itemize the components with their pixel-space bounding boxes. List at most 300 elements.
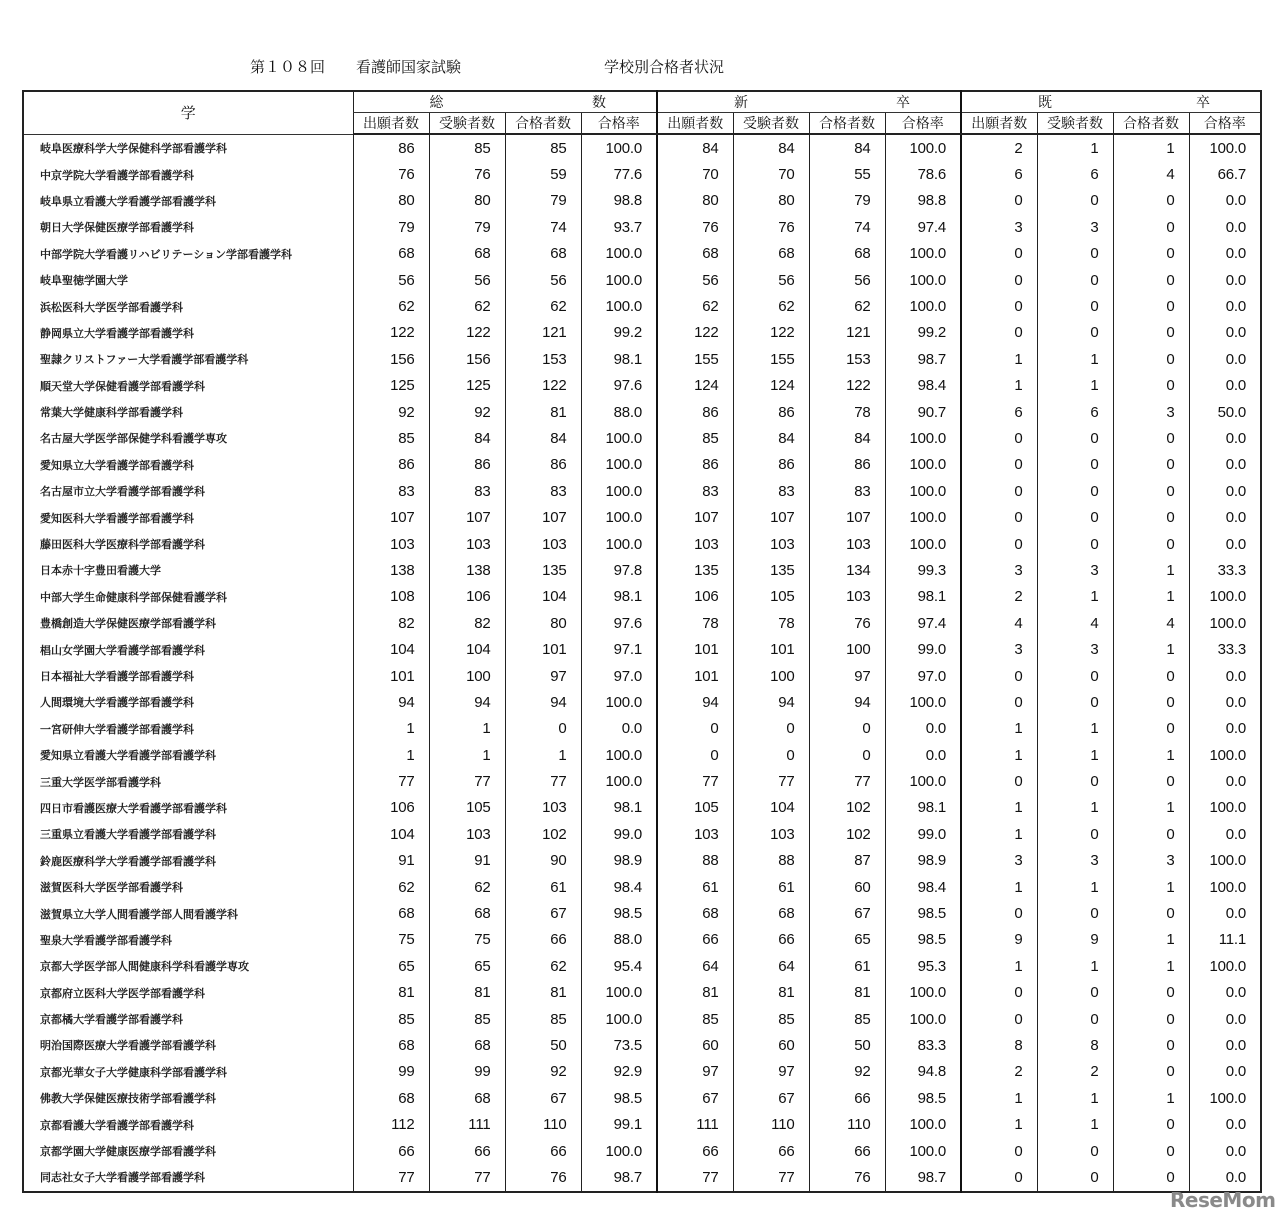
prev-cell-2: 4 (1113, 610, 1189, 636)
total-cell-1: 66 (429, 1138, 505, 1164)
total-cell-1: 94 (429, 689, 505, 715)
total-cell-3: 73.5 (581, 1032, 657, 1058)
prev-cell-2: 0 (1113, 188, 1189, 214)
new-cell-2: 62 (809, 293, 885, 319)
new-cell-0: 56 (657, 267, 733, 293)
total-cell-1: 82 (429, 610, 505, 636)
prev-cell-0: 2 (961, 134, 1037, 161)
school-name: 豊橋創造大学保健医療学部看護学科 (23, 610, 353, 636)
school-name: 静岡県立大学看護学部看護学科 (23, 320, 353, 346)
total-cell-0: 122 (353, 320, 429, 346)
new-cell-1: 78 (733, 610, 809, 636)
table-row (23, 1059, 1261, 1085)
new-cell-2: 76 (809, 1164, 885, 1191)
results-table (22, 90, 1262, 1193)
prev-cell-2: 0 (1113, 1138, 1189, 1164)
prev-cell-3: 100.0 (1189, 795, 1261, 821)
total-cell-0: 156 (353, 346, 429, 372)
prev-cell-2: 4 (1113, 161, 1189, 187)
total-cell-3: 97.6 (581, 373, 657, 399)
total-cell-1: 68 (429, 241, 505, 267)
total-cell-1: 156 (429, 346, 505, 372)
prev-cell-1: 3 (1037, 848, 1113, 874)
school-name: 名古屋市立大学看護学部看護学科 (23, 478, 353, 504)
prev-cell-3: 0.0 (1189, 689, 1261, 715)
prev-cell-2: 0 (1113, 1032, 1189, 1058)
prev-cell-2: 0 (1113, 452, 1189, 478)
school-name: 同志社女子大学看護学部看護学科 (23, 1164, 353, 1191)
prev-cell-1: 0 (1037, 821, 1113, 847)
new-cell-3: 100.0 (885, 689, 961, 715)
prev-cell-2: 1 (1113, 927, 1189, 953)
new-cell-3: 100.0 (885, 504, 961, 530)
table-row (23, 821, 1261, 847)
prev-cell-0: 6 (961, 399, 1037, 425)
prev-cell-2: 1 (1113, 1085, 1189, 1111)
new-cell-3: 100.0 (885, 1006, 961, 1032)
new-cell-0: 60 (657, 1032, 733, 1058)
prev-cell-3: 100.0 (1189, 134, 1261, 161)
total-cell-1: 99 (429, 1059, 505, 1085)
table-row (23, 610, 1261, 636)
subheader-total-0: 出願者数 (353, 113, 429, 135)
total-cell-1: 80 (429, 188, 505, 214)
total-cell-0: 101 (353, 663, 429, 689)
school-name: 京都橘大学看護学部看護学科 (23, 1006, 353, 1032)
new-cell-3: 100.0 (885, 1111, 961, 1137)
total-cell-0: 77 (353, 1164, 429, 1191)
new-cell-0: 66 (657, 1138, 733, 1164)
prev-cell-0: 8 (961, 1032, 1037, 1058)
total-cell-0: 68 (353, 1032, 429, 1058)
table-row (23, 267, 1261, 293)
new-cell-0: 101 (657, 663, 733, 689)
new-cell-1: 85 (733, 1006, 809, 1032)
prev-cell-2: 0 (1113, 241, 1189, 267)
total-cell-1: 85 (429, 1006, 505, 1032)
new-cell-1: 84 (733, 134, 809, 161)
total-cell-1: 77 (429, 1164, 505, 1191)
table-row (23, 900, 1261, 926)
total-cell-2: 110 (505, 1111, 581, 1137)
total-cell-3: 100.0 (581, 1138, 657, 1164)
prev-cell-1: 0 (1037, 504, 1113, 530)
table-row (23, 980, 1261, 1006)
prev-cell-3: 11.1 (1189, 927, 1261, 953)
total-cell-3: 95.4 (581, 953, 657, 979)
prev-cell-3: 100.0 (1189, 584, 1261, 610)
prev-cell-2: 1 (1113, 134, 1189, 161)
new-cell-1: 84 (733, 425, 809, 451)
prev-cell-3: 100.0 (1189, 953, 1261, 979)
prev-cell-3: 0.0 (1189, 716, 1261, 742)
prev-cell-1: 4 (1037, 610, 1113, 636)
table-row (23, 1085, 1261, 1111)
total-cell-2: 76 (505, 1164, 581, 1191)
total-cell-0: 75 (353, 927, 429, 953)
prev-cell-1: 0 (1037, 900, 1113, 926)
total-cell-0: 85 (353, 425, 429, 451)
new-cell-0: 86 (657, 399, 733, 425)
total-cell-3: 100.0 (581, 768, 657, 794)
prev-cell-2: 1 (1113, 557, 1189, 583)
new-cell-1: 60 (733, 1032, 809, 1058)
total-cell-3: 99.0 (581, 821, 657, 847)
total-cell-2: 135 (505, 557, 581, 583)
total-cell-3: 97.1 (581, 636, 657, 662)
prev-cell-2: 1 (1113, 636, 1189, 662)
document-title (0, 56, 1280, 80)
prev-cell-3: 0.0 (1189, 768, 1261, 794)
new-cell-2: 102 (809, 821, 885, 847)
total-cell-1: 100 (429, 663, 505, 689)
prev-cell-2: 0 (1113, 478, 1189, 504)
total-cell-2: 66 (505, 1138, 581, 1164)
prev-cell-3: 0.0 (1189, 1138, 1261, 1164)
prev-cell-1: 0 (1037, 768, 1113, 794)
new-cell-3: 99.0 (885, 821, 961, 847)
prev-cell-3: 100.0 (1189, 610, 1261, 636)
prev-cell-3: 0.0 (1189, 188, 1261, 214)
prev-cell-1: 1 (1037, 584, 1113, 610)
new-cell-2: 85 (809, 1006, 885, 1032)
total-cell-3: 100.0 (581, 531, 657, 557)
prev-cell-2: 0 (1113, 821, 1189, 847)
prev-cell-3: 100.0 (1189, 848, 1261, 874)
new-cell-2: 0 (809, 716, 885, 742)
total-cell-2: 85 (505, 134, 581, 161)
total-cell-0: 56 (353, 267, 429, 293)
total-cell-2: 74 (505, 214, 581, 240)
new-cell-3: 100.0 (885, 980, 961, 1006)
new-cell-2: 110 (809, 1111, 885, 1137)
total-cell-1: 103 (429, 531, 505, 557)
table-row (23, 320, 1261, 346)
new-cell-3: 99.2 (885, 320, 961, 346)
total-cell-0: 106 (353, 795, 429, 821)
new-cell-2: 81 (809, 980, 885, 1006)
total-cell-3: 0.0 (581, 716, 657, 742)
new-cell-0: 76 (657, 214, 733, 240)
prev-cell-1: 1 (1037, 1085, 1113, 1111)
prev-cell-0: 9 (961, 927, 1037, 953)
watermark-logo: ReseMom (1170, 1188, 1276, 1212)
total-cell-1: 107 (429, 504, 505, 530)
school-name: 京都看護大学看護学部看護学科 (23, 1111, 353, 1137)
new-cell-3: 100.0 (885, 293, 961, 319)
new-cell-3: 100.0 (885, 267, 961, 293)
prev-cell-2: 0 (1113, 689, 1189, 715)
total-cell-1: 65 (429, 953, 505, 979)
total-cell-1: 91 (429, 848, 505, 874)
new-cell-1: 86 (733, 399, 809, 425)
prev-cell-1: 1 (1037, 742, 1113, 768)
prev-cell-1: 0 (1037, 188, 1113, 214)
new-cell-0: 81 (657, 980, 733, 1006)
prev-cell-2: 0 (1113, 346, 1189, 372)
report-name: 学校別合格者状況 (604, 58, 725, 76)
new-cell-1: 83 (733, 478, 809, 504)
total-cell-3: 88.0 (581, 399, 657, 425)
school-name: 聖隷クリストファー大学看護学部看護学科 (23, 346, 353, 372)
new-cell-0: 67 (657, 1085, 733, 1111)
total-cell-1: 83 (429, 478, 505, 504)
total-cell-2: 1 (505, 742, 581, 768)
new-cell-0: 68 (657, 241, 733, 267)
new-cell-3: 100.0 (885, 768, 961, 794)
prev-cell-2: 0 (1113, 293, 1189, 319)
total-cell-3: 97.6 (581, 610, 657, 636)
new-cell-2: 50 (809, 1032, 885, 1058)
new-cell-2: 103 (809, 531, 885, 557)
new-cell-2: 68 (809, 241, 885, 267)
new-cell-0: 61 (657, 874, 733, 900)
total-cell-2: 68 (505, 241, 581, 267)
table-row (23, 1006, 1261, 1032)
prev-cell-2: 3 (1113, 399, 1189, 425)
prev-cell-1: 0 (1037, 1138, 1113, 1164)
school-name: 京都学園大学健康医療学部看護学科 (23, 1138, 353, 1164)
school-name: 一宮研伸大学看護学部看護学科 (23, 716, 353, 742)
table-row (23, 161, 1261, 187)
new-cell-0: 101 (657, 636, 733, 662)
total-cell-2: 121 (505, 320, 581, 346)
exam-name: 看護師国家試験 (356, 58, 462, 76)
total-cell-0: 68 (353, 241, 429, 267)
new-cell-1: 103 (733, 821, 809, 847)
prev-cell-1: 0 (1037, 478, 1113, 504)
new-cell-1: 66 (733, 927, 809, 953)
prev-cell-3: 0.0 (1189, 821, 1261, 847)
new-cell-2: 78 (809, 399, 885, 425)
new-cell-3: 98.5 (885, 900, 961, 926)
new-cell-0: 85 (657, 1006, 733, 1032)
new-cell-3: 98.4 (885, 874, 961, 900)
subheader-new-grad-3: 合格率 (885, 113, 961, 135)
new-cell-2: 102 (809, 795, 885, 821)
total-cell-3: 97.0 (581, 663, 657, 689)
total-cell-1: 111 (429, 1111, 505, 1137)
school-column-header: 学 (23, 91, 353, 134)
new-cell-3: 98.7 (885, 1164, 961, 1191)
new-cell-0: 106 (657, 584, 733, 610)
school-name: 名古屋大学医学部保健学科看護学専攻 (23, 425, 353, 451)
table-row (23, 1164, 1261, 1191)
total-cell-3: 100.0 (581, 742, 657, 768)
prev-cell-1: 0 (1037, 320, 1113, 346)
prev-cell-1: 6 (1037, 399, 1113, 425)
total-cell-2: 84 (505, 425, 581, 451)
total-cell-3: 99.1 (581, 1111, 657, 1137)
new-cell-1: 97 (733, 1059, 809, 1085)
total-cell-1: 138 (429, 557, 505, 583)
prev-cell-0: 1 (961, 953, 1037, 979)
prev-cell-0: 1 (961, 1085, 1037, 1111)
group-new-left: 新 (734, 95, 748, 111)
total-cell-0: 76 (353, 161, 429, 187)
school-name: 岐阜医療科学大学保健科学部看護学科 (23, 134, 353, 161)
school-name: 京都光華女子大学健康科学部看護学科 (23, 1059, 353, 1085)
table-row (23, 795, 1261, 821)
prev-cell-0: 6 (961, 161, 1037, 187)
prev-cell-1: 0 (1037, 293, 1113, 319)
table-row (23, 689, 1261, 715)
prev-cell-1: 0 (1037, 425, 1113, 451)
prev-cell-1: 0 (1037, 980, 1113, 1006)
total-cell-3: 100.0 (581, 425, 657, 451)
table-row (23, 241, 1261, 267)
table-row (23, 874, 1261, 900)
new-cell-2: 84 (809, 425, 885, 451)
subheader-total-3: 合格率 (581, 113, 657, 135)
prev-cell-1: 1 (1037, 953, 1113, 979)
total-cell-3: 100.0 (581, 134, 657, 161)
new-cell-0: 62 (657, 293, 733, 319)
table-row (23, 1138, 1261, 1164)
prev-cell-0: 0 (961, 425, 1037, 451)
school-name: 愛知県立大学看護学部看護学科 (23, 452, 353, 478)
prev-cell-0: 0 (961, 320, 1037, 346)
total-cell-2: 62 (505, 953, 581, 979)
total-cell-2: 102 (505, 821, 581, 847)
new-cell-1: 68 (733, 900, 809, 926)
total-cell-0: 62 (353, 293, 429, 319)
table-row (23, 848, 1261, 874)
prev-cell-3: 0.0 (1189, 1164, 1261, 1191)
total-cell-1: 68 (429, 1032, 505, 1058)
total-cell-0: 77 (353, 768, 429, 794)
group-total-left: 総 (429, 95, 444, 111)
prev-cell-1: 3 (1037, 557, 1113, 583)
school-name: 三重県立看護大学看護学部看護学科 (23, 821, 353, 847)
prev-cell-2: 1 (1113, 874, 1189, 900)
total-cell-1: 104 (429, 636, 505, 662)
total-cell-1: 79 (429, 214, 505, 240)
prev-cell-2: 0 (1113, 1111, 1189, 1137)
table-row (23, 452, 1261, 478)
new-cell-3: 94.8 (885, 1059, 961, 1085)
prev-cell-0: 0 (961, 900, 1037, 926)
subheader-new-grad-1: 受験者数 (733, 113, 809, 135)
prev-cell-3: 0.0 (1189, 214, 1261, 240)
new-cell-2: 0 (809, 742, 885, 768)
new-cell-0: 122 (657, 320, 733, 346)
prev-cell-0: 1 (961, 874, 1037, 900)
new-cell-3: 98.5 (885, 927, 961, 953)
new-cell-0: 70 (657, 161, 733, 187)
total-cell-2: 83 (505, 478, 581, 504)
table-row (23, 478, 1261, 504)
new-cell-0: 77 (657, 768, 733, 794)
prev-cell-3: 0.0 (1189, 1032, 1261, 1058)
prev-cell-1: 0 (1037, 1006, 1113, 1032)
prev-cell-0: 0 (961, 980, 1037, 1006)
new-cell-0: 0 (657, 716, 733, 742)
new-cell-0: 94 (657, 689, 733, 715)
prev-cell-1: 0 (1037, 1164, 1113, 1191)
new-cell-2: 153 (809, 346, 885, 372)
prev-cell-1: 3 (1037, 636, 1113, 662)
new-cell-3: 98.1 (885, 584, 961, 610)
prev-cell-2: 0 (1113, 425, 1189, 451)
prev-cell-2: 0 (1113, 373, 1189, 399)
prev-cell-0: 1 (961, 346, 1037, 372)
group-total-right: 数 (592, 95, 606, 111)
table-row (23, 293, 1261, 319)
new-cell-2: 66 (809, 1085, 885, 1111)
new-cell-2: 122 (809, 373, 885, 399)
new-cell-0: 83 (657, 478, 733, 504)
new-cell-2: 76 (809, 610, 885, 636)
total-cell-2: 50 (505, 1032, 581, 1058)
prev-cell-2: 0 (1113, 768, 1189, 794)
new-cell-1: 135 (733, 557, 809, 583)
prev-cell-0: 0 (961, 241, 1037, 267)
new-cell-1: 122 (733, 320, 809, 346)
total-cell-0: 83 (353, 478, 429, 504)
table-row (23, 584, 1261, 610)
prev-cell-2: 3 (1113, 848, 1189, 874)
school-name: 朝日大学保健医療学部看護学科 (23, 214, 353, 240)
new-cell-3: 100.0 (885, 452, 961, 478)
total-cell-0: 1 (353, 742, 429, 768)
new-cell-3: 95.3 (885, 953, 961, 979)
new-cell-0: 103 (657, 821, 733, 847)
new-cell-3: 100.0 (885, 478, 961, 504)
total-cell-1: 56 (429, 267, 505, 293)
table-row (23, 134, 1261, 161)
new-cell-2: 67 (809, 900, 885, 926)
total-cell-3: 77.6 (581, 161, 657, 187)
total-cell-3: 97.8 (581, 557, 657, 583)
total-cell-0: 1 (353, 716, 429, 742)
prev-cell-0: 0 (961, 267, 1037, 293)
total-cell-2: 101 (505, 636, 581, 662)
total-cell-3: 100.0 (581, 452, 657, 478)
total-cell-2: 67 (505, 1085, 581, 1111)
prev-cell-0: 0 (961, 1006, 1037, 1032)
prev-cell-0: 0 (961, 1164, 1037, 1191)
total-cell-3: 88.0 (581, 927, 657, 953)
school-name: 愛知医科大学看護学部看護学科 (23, 504, 353, 530)
prev-cell-0: 0 (961, 478, 1037, 504)
group-prev-left: 既 (1038, 95, 1052, 111)
total-cell-0: 82 (353, 610, 429, 636)
prev-cell-1: 1 (1037, 874, 1113, 900)
total-cell-0: 94 (353, 689, 429, 715)
prev-cell-1: 0 (1037, 531, 1113, 557)
new-cell-3: 0.0 (885, 742, 961, 768)
prev-cell-0: 0 (961, 663, 1037, 689)
new-cell-3: 100.0 (885, 425, 961, 451)
prev-cell-0: 0 (961, 1138, 1037, 1164)
prev-cell-3: 0.0 (1189, 267, 1261, 293)
prev-cell-0: 0 (961, 689, 1037, 715)
prev-cell-0: 3 (961, 557, 1037, 583)
total-cell-0: 62 (353, 874, 429, 900)
prev-cell-2: 0 (1113, 900, 1189, 926)
prev-cell-3: 0.0 (1189, 1006, 1261, 1032)
prev-cell-1: 2 (1037, 1059, 1113, 1085)
total-cell-2: 153 (505, 346, 581, 372)
new-cell-3: 90.7 (885, 399, 961, 425)
table-row (23, 214, 1261, 240)
new-cell-3: 100.0 (885, 241, 961, 267)
prev-cell-3: 0.0 (1189, 531, 1261, 557)
prev-cell-3: 0.0 (1189, 663, 1261, 689)
total-cell-2: 66 (505, 927, 581, 953)
total-cell-3: 100.0 (581, 241, 657, 267)
